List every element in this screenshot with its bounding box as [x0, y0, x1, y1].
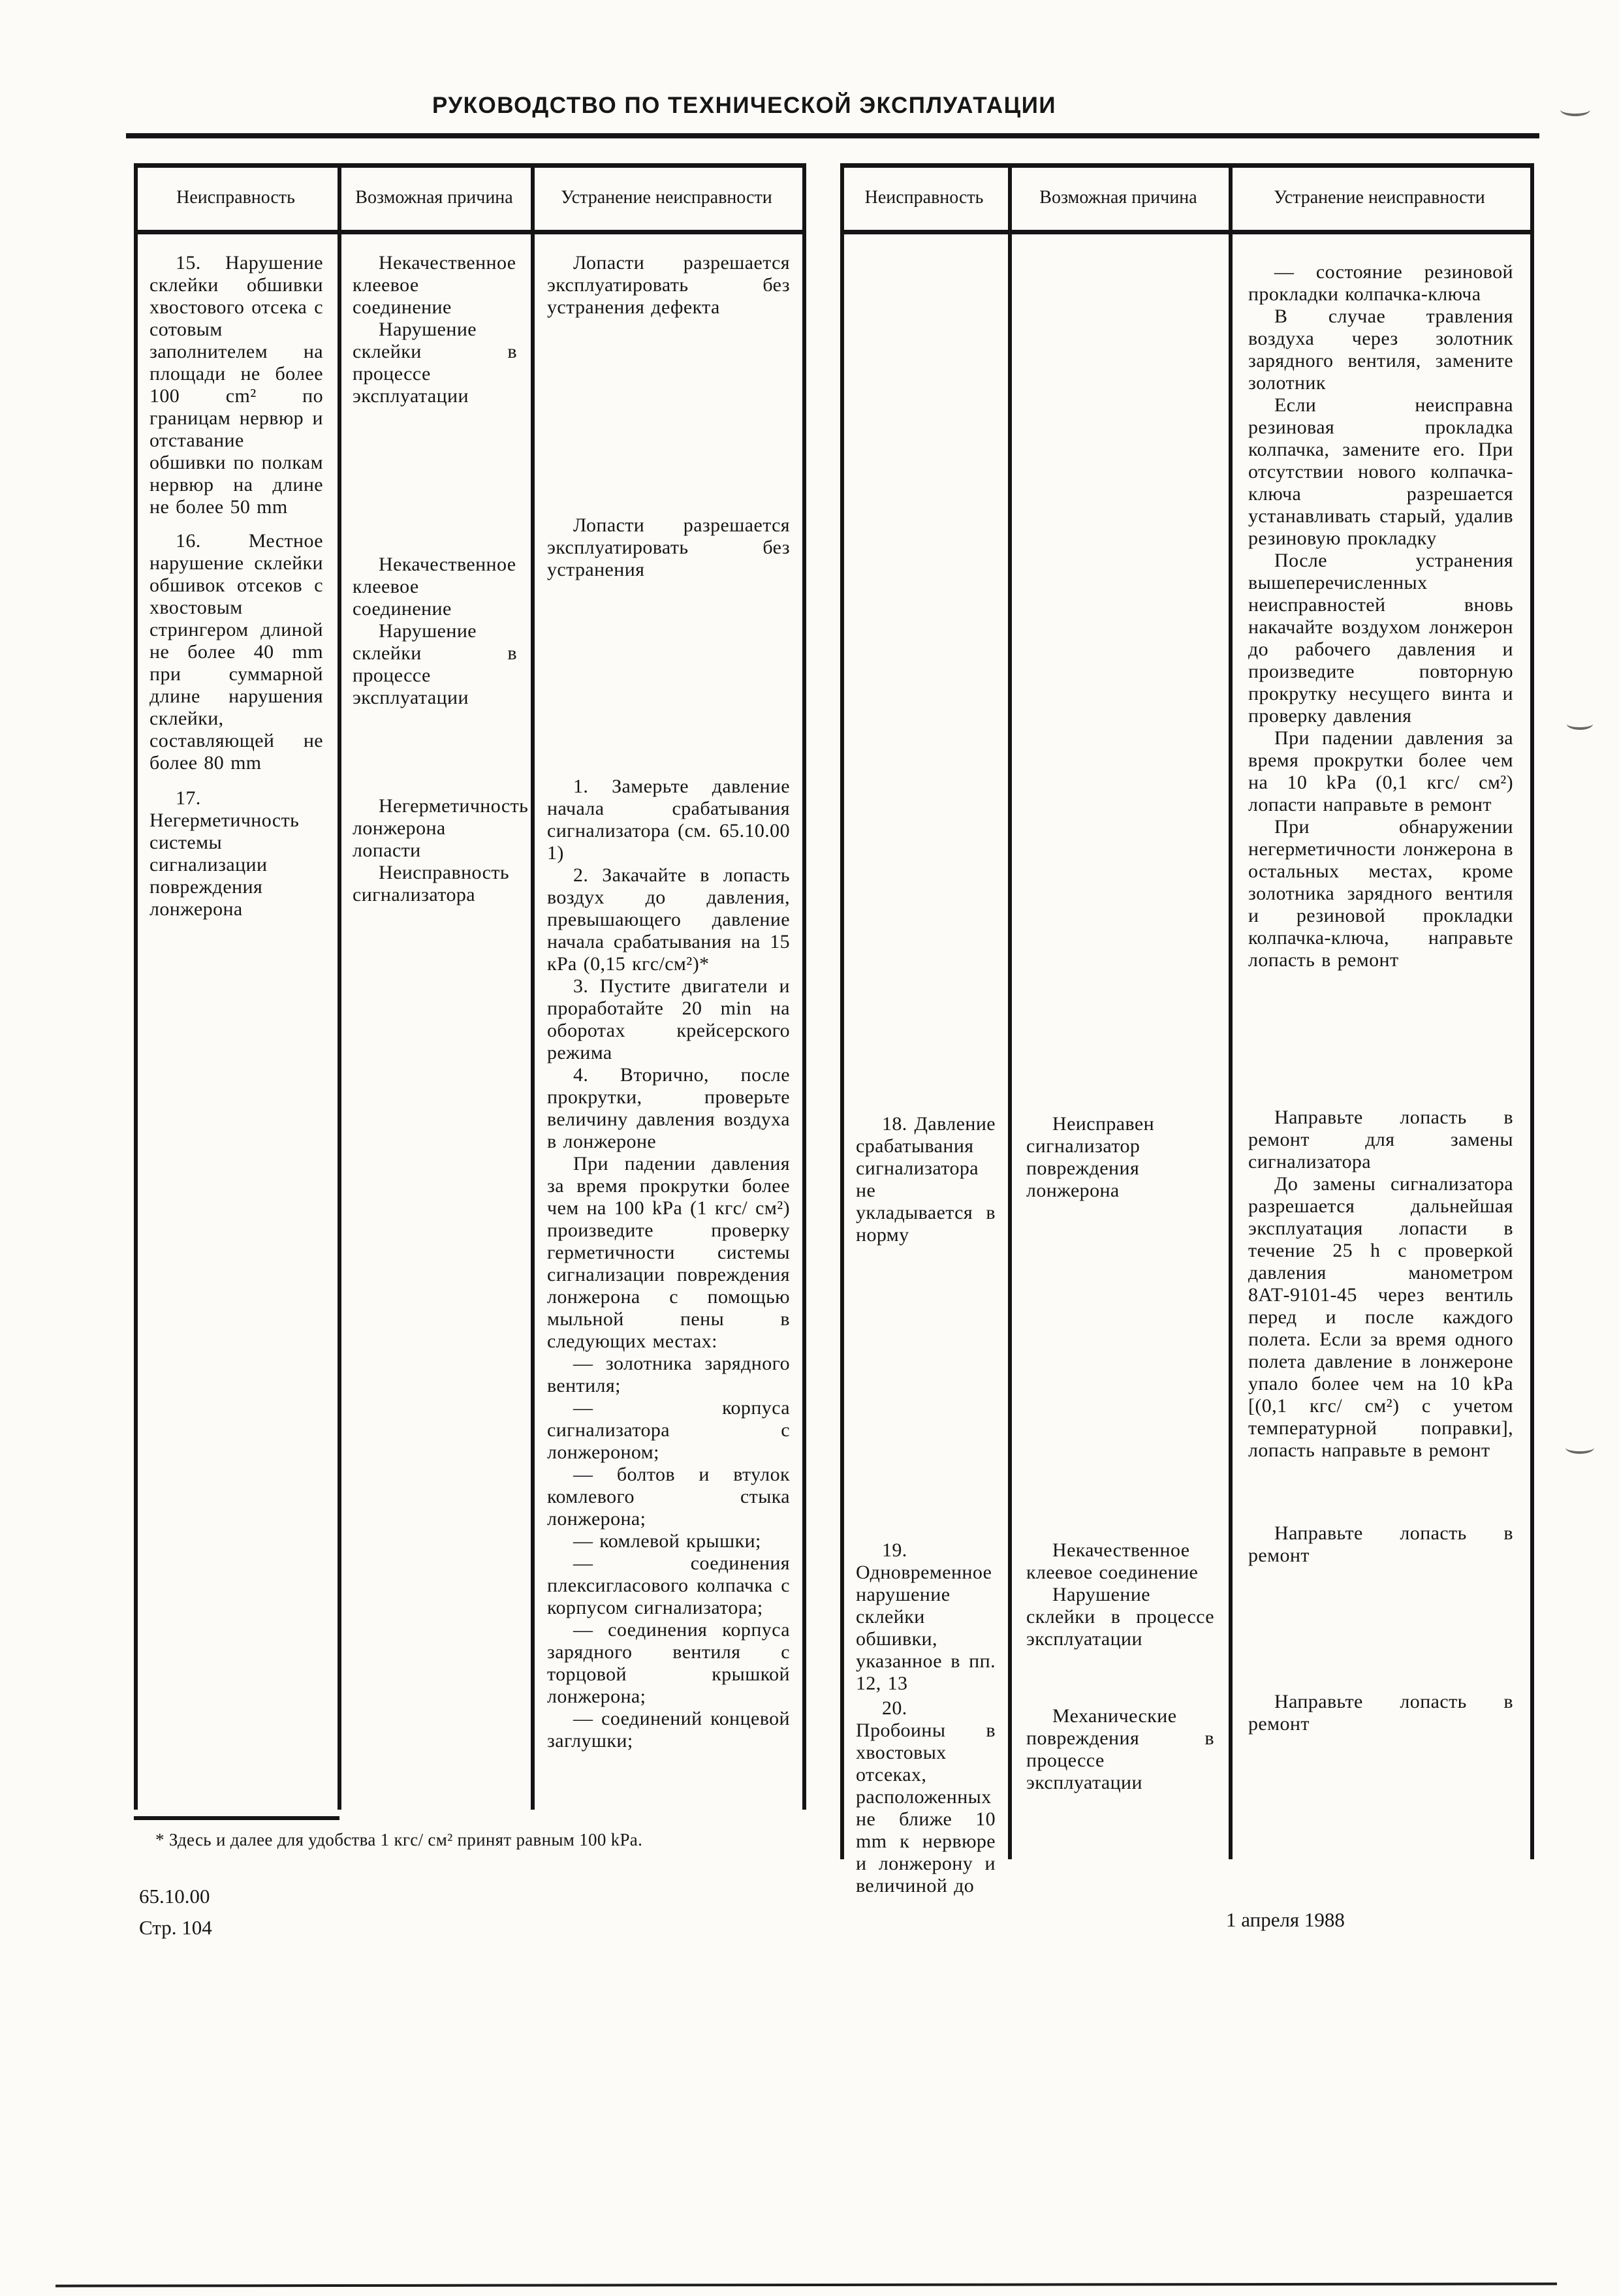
cause-17-b: Неисправность сигнализатора [353, 862, 509, 905]
fault-item-19 [856, 1539, 996, 1695]
remedy-17-note: При падении давления за время прокрутки более чем на 100 kPa (1 кгс/ см²) произведите проверку герметичности системы сигнализации повреждения лонжерона с помощью мыльной пены в следующих местах: [547, 1153, 790, 1352]
cause-15-b: Нарушение склейки в процессе эксплуатации [353, 319, 517, 407]
left-table-divider-2 [531, 163, 535, 1810]
fault-19-text: 19. Одновременное нарушение склейки обшивки, указанное в пп. 12, 13 [856, 1539, 996, 1694]
right-table-border-right [1530, 163, 1534, 1859]
footnote-rule [134, 1816, 339, 1820]
fault-item-16 [149, 530, 323, 774]
page-bottom-rule [55, 2282, 1557, 2287]
cause-19-b: Нарушение склейки в процессе эксплуатации [1026, 1584, 1214, 1650]
remedy-17-list-7: — соединений концевой заглушки; [547, 1708, 790, 1752]
footer-page-label: Стр. 104 [139, 1916, 212, 1939]
remedy-item-16 [547, 514, 790, 581]
remedy-17-step-3: 3. Пустите двигатели и проработайте 20 min на оборотах крейсерского режима [547, 975, 790, 1063]
left-header-remedy: Устранение неисправности [561, 187, 772, 208]
remedy-item-18 [1248, 1107, 1513, 1462]
footer-date: 1 апреля 1988 [1226, 1908, 1345, 1931]
remedy-19-text: Направьте лопасть в ремонт [1248, 1522, 1513, 1566]
page-title: РУКОВОДСТВО ПО ТЕХНИЧЕСКОЙ ЭКСПЛУАТАЦИИ [432, 93, 1057, 118]
cause-20-text: Механические повреждения в процессе эксплуатации [1026, 1705, 1214, 1793]
right-table-divider-1 [1008, 163, 1012, 1859]
fault-item-17 [149, 787, 323, 920]
remedy-17-list-2: — корпуса сигнализатора с лонжероном; [547, 1397, 790, 1463]
right-table-border-left [840, 163, 844, 1859]
scan-artifact [1567, 718, 1593, 730]
cause-16-b: Нарушение склейки в процессе эксплуатации [353, 620, 517, 708]
cause-item-20 [1026, 1705, 1214, 1794]
right-table-header-bottom-border [840, 230, 1534, 234]
left-table-border-right [802, 163, 806, 1810]
scan-artifact [1560, 103, 1590, 116]
left-header-cause: Возможная причина [355, 187, 513, 208]
remedy-17-step-1: 1. Замерьте давление начала срабатывания сигнализатора (см. 65.10.00 1) [547, 776, 790, 864]
cause-item-18 [1026, 1113, 1214, 1202]
cause-item-19 [1026, 1539, 1214, 1650]
fault-18-text: 18. Давление срабатывания сигнализатора не укладывается в норму [856, 1113, 996, 1246]
remedy-cont-1: — состояние резиновой прокладки колпачка-ключа [1248, 261, 1513, 305]
remedy-18-b: До замены сигнализатора разрешается дальнейшая эксплуатация лопасти в течение 25 h с проверкой давления манометром 8АТ-9101-45 через вентиль перед и после каждого полета. Если за время одного полета давление в лонжероне упало более чем на 10 kPa [(0,1 кгс/ см²) с учетом температурной поправки], лопасть направьте в ремонт [1248, 1173, 1513, 1461]
right-table-divider-2 [1229, 163, 1233, 1859]
remedy-17-list-4: — комлевой крышки; [573, 1530, 761, 1552]
remedy-20-text: Направьте лопасть в ремонт [1248, 1691, 1513, 1735]
remedy-17-list-1: — золотника зарядного вентиля; [547, 1353, 790, 1396]
right-header-remedy: Устранение неисправности [1274, 187, 1485, 208]
fault-item-20 [856, 1697, 996, 1897]
cause-16-a: Некачественное клеевое соединение [353, 554, 516, 620]
fault-item-15 [149, 252, 323, 518]
remedy-18-a: Направьте лопасть в ремонт для замены сигнализатора [1248, 1107, 1513, 1172]
scan-artifact [1565, 1441, 1594, 1454]
remedy-cont-4: После устранения вышеперечисленных неисправностей вновь накачайте воздухом лонжерон до рабочего давления и произведите повторную прокрутку несущего винта и проверку давления [1248, 550, 1513, 727]
cause-item-17 [353, 795, 529, 906]
fault-15-text: 15. Нарушение склейки обшивки хвостового отсека с сотовым заполнителем на площади не более 100 cm² по границам нервюр и отставание обшивки по полкам нервюр на длине не более 50 mm [149, 252, 323, 518]
cause-item-16 [353, 554, 517, 709]
left-table-border-left [134, 163, 138, 1810]
left-table-header-bottom-border [134, 230, 806, 234]
right-header-fault: Неисправность [864, 187, 984, 208]
fault-17-text: 17. Негерметичность системы сигнализации повреждения лонжерона [149, 787, 300, 920]
remedy-17-step-4: 4. Вторично, после прокрутки, проверьте величину давления воздуха в лонжероне [547, 1064, 790, 1152]
remedy-cont-5: При падении давления за время прокрутки более чем на 10 kPa (0,1 кгс/ см²) лопасти направьте в ремонт [1248, 727, 1513, 815]
footnote-text: * Здесь и далее для удобства 1 кгс/ см² принят равным 100 kPa. [155, 1830, 643, 1849]
header-rule [126, 133, 1539, 138]
remedy-item-15 [547, 252, 790, 319]
remedy-cont-2: В случае травления воздуха через золотник зарядного вентиля, замените золотник [1248, 306, 1513, 394]
remedy-item-20 [1248, 1691, 1513, 1735]
remedy-16-text: Лопасти разрешается эксплуатировать без устранения [547, 514, 790, 580]
cause-17-a: Негерметичность лонжерона лопасти [353, 795, 529, 861]
left-table-top-border [134, 163, 806, 168]
right-header-cause: Возможная причина [1039, 187, 1197, 208]
remedy-17-list-3: — болтов и втулок комлевого стыка лонжерона; [547, 1464, 790, 1530]
remedy-17-list-6: — соединения корпуса зарядного вентиля с торцовой крышкой лонжерона; [547, 1619, 790, 1707]
cause-15-a: Некачественное клеевое соединение [353, 252, 516, 318]
remedy-17-step-2: 2. Закачайте в лопасть воздух до давления, превышающего давление начала срабатывания на 15 кРа (0,15 кгс/см²)* [547, 864, 790, 975]
remedy-17-list-5: — соединения плексигласового колпачка с корпусом сигнализатора; [547, 1552, 790, 1618]
fault-16-text: 16. Местное нарушение склейки обшивок отсеков с хвостовым стрингером длиной не более 40 mm при суммарной длине нарушения склейки, составляющей не более 80 mm [149, 530, 323, 774]
cause-19-a: Некачественное клеевое соединение [1026, 1539, 1199, 1583]
remedy-item-17 [547, 776, 790, 1752]
fault-item-18 [856, 1113, 996, 1246]
footer-doc-number: 65.10.00 [139, 1885, 210, 1908]
left-table-divider-1 [338, 163, 341, 1810]
right-table-top-border [840, 163, 1534, 168]
remedy-continuation [1248, 261, 1513, 971]
remedy-15-text: Лопасти разрешается эксплуатировать без устранения дефекта [547, 252, 790, 318]
left-header-fault: Неисправность [176, 187, 295, 208]
remedy-cont-3: Если неисправна резиновая прокладка колпачка, замените его. При отсутствии нового колпачка-ключа разрешается устанавливать старый, удалив резиновую прокладку [1248, 394, 1513, 549]
remedy-cont-6: При обнаружении негерметичности лонжерона в остальных местах, кроме золотника зарядного вентиля и резиновой прокладки колпачка-ключа, направьте лопасть в ремонт [1248, 816, 1513, 971]
cause-18-text: Неисправен сигнализатор повреждения лонжерона [1026, 1113, 1155, 1201]
remedy-item-19 [1248, 1522, 1513, 1567]
fault-20-text: 20. Пробоины в хвостовых отсеках, расположенных не ближе 10 mm к нервюре и лонжерону и величиной до [856, 1697, 996, 1896]
cause-item-15 [353, 252, 517, 407]
